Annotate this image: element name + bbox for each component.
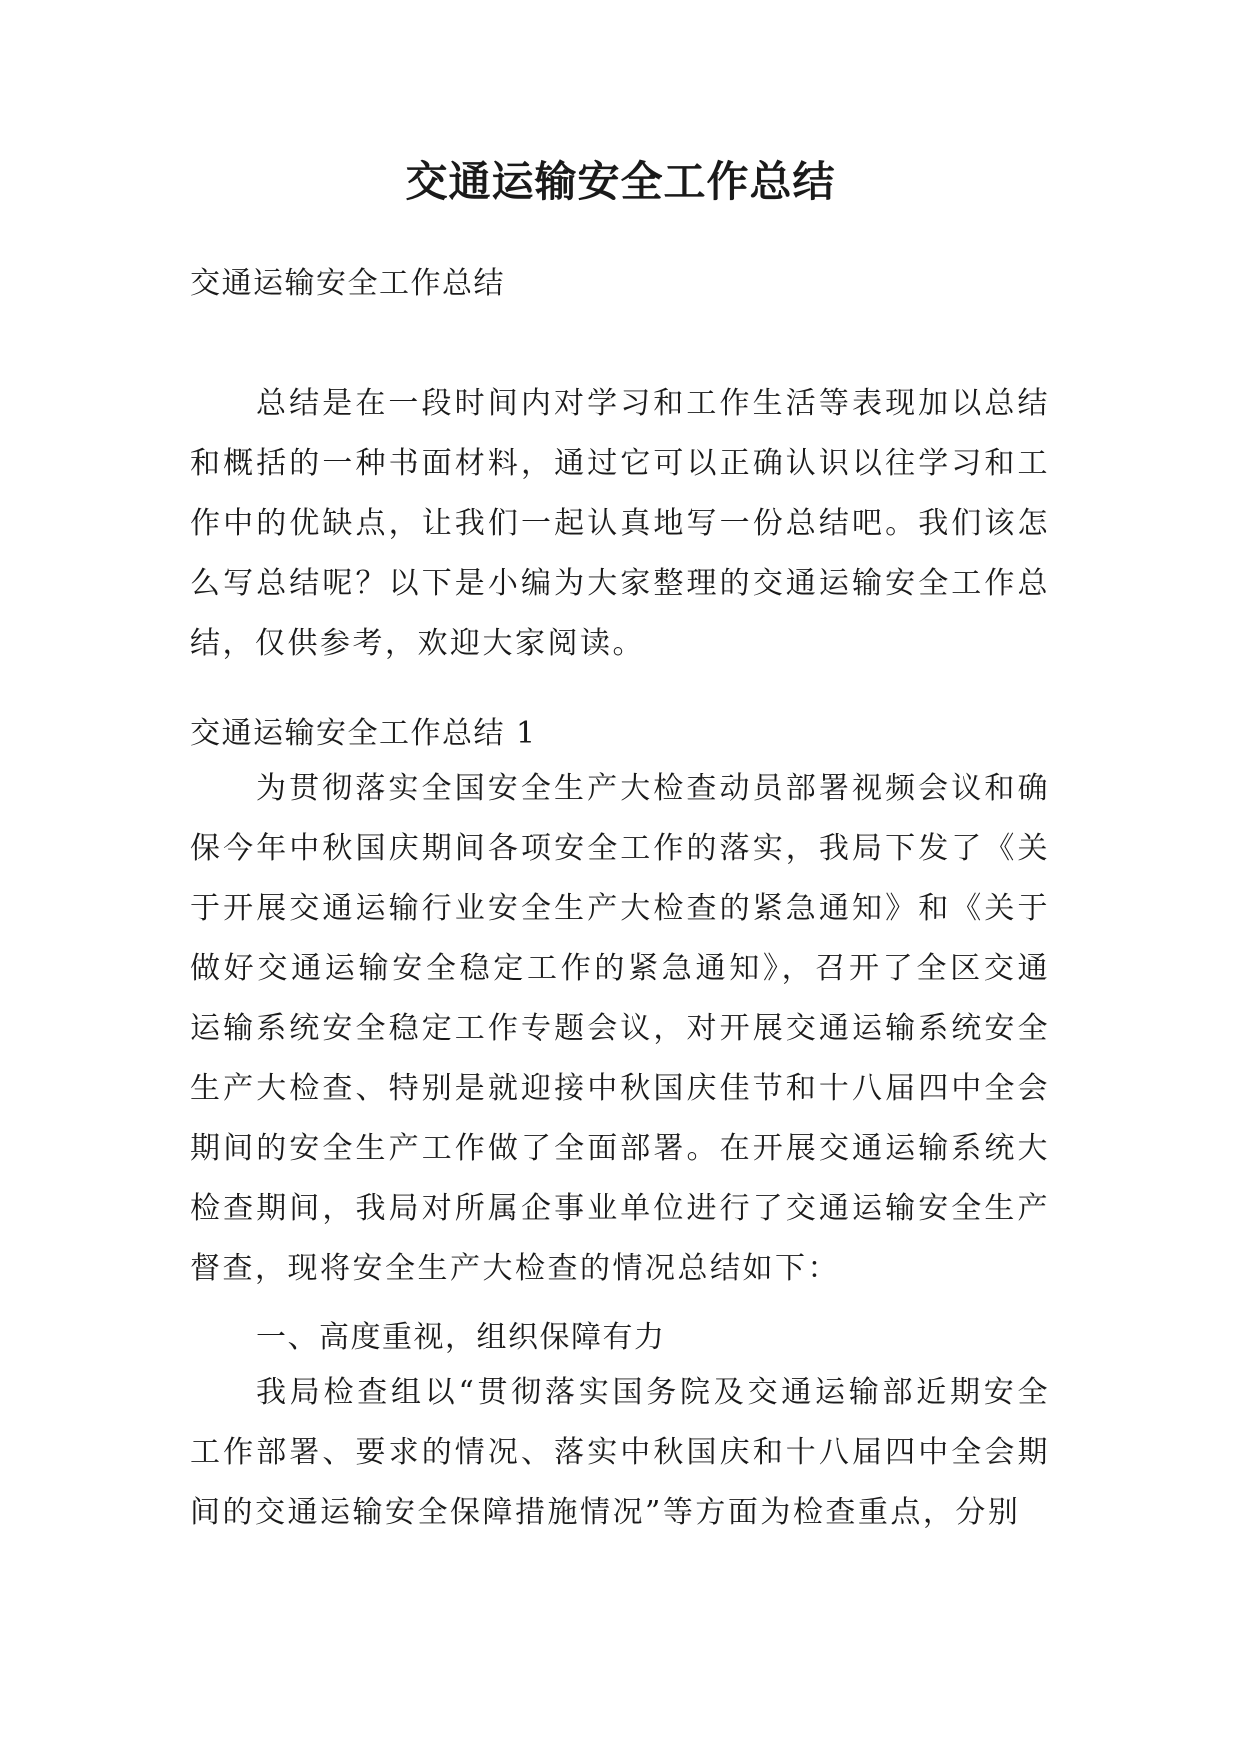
document-subtitle: 交通运输安全工作总结	[190, 266, 505, 301]
final-paragraph: 我局检查组以“贯彻落实国务院及交通运输部近期安全工作部署、要求的情况、落实中秋国庆和十八届四中全会期间的交通运输安全保障措施情况”等方面为检查重点，分别	[190, 1375, 1050, 1530]
section-heading: 交通运输安全工作总结 1	[190, 716, 537, 751]
section-paragraph: 为贯彻落实全国安全生产大检查动员部署视频会议和确保今年中秋国庆期间各项安全工作的落实，我局下发了《关于开展交通运输行业安全生产大检查的紧急通知》和《关于做好交通运输安全稳定工作的紧急通知》，召开了全区交通运输系统安全稳定工作专题会议，对开展交通运输系统安全生产大检查、特别是就迎接中秋国庆佳节和十八届四中全会期间的安全生产工作做了全面部署。在开展交通运输系统大检查期间，我局对所属企事业单位进行了交通运输安全生产督查，现将安全生产大检查的情况总结如下：	[190, 771, 1050, 1286]
heading-one: 一、高度重视，组织保障有力	[256, 1320, 666, 1355]
intro-paragraph: 总结是在一段时间内对学习和工作生活等表现加以总结和概括的一种书面材料，通过它可以正确认识以往学习和工作中的优缺点，让我们一起认真地写一份总结吧。我们该怎么写总结呢？以下是小编为大家整理的交通运输安全工作总结，仅供参考，欢迎大家阅读。	[190, 386, 1050, 661]
document-title: 交通运输安全工作总结	[405, 157, 836, 206]
